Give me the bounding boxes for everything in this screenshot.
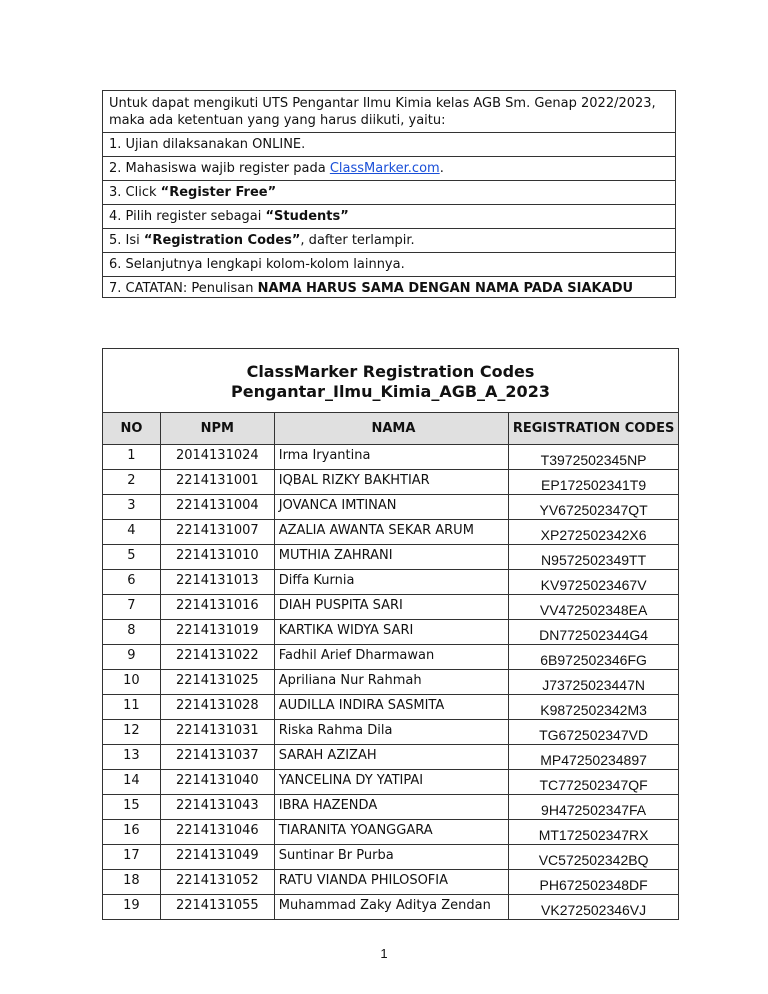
cell-npm: 2214131055 (160, 895, 274, 920)
cell-nama: RATU VIANDA PHILOSOFIA (274, 870, 508, 895)
table-row (103, 520, 679, 545)
cell-npm: 2214131016 (160, 595, 274, 620)
cell-nama: Apriliana Nur Rahmah (274, 670, 508, 695)
cell-npm: 2214131007 (160, 520, 274, 545)
cell-nama: Diffa Kurnia (274, 570, 508, 595)
cell-no: 9 (103, 645, 161, 670)
cell-npm: 2214131010 (160, 545, 274, 570)
table-row (103, 745, 679, 770)
cell-registration-code: XP272502342X6 (509, 520, 679, 545)
table-title-row (103, 349, 679, 413)
column-header-nama: NAMA (274, 413, 508, 445)
table-row (103, 895, 679, 920)
cell-nama: YANCELINA DY YATIPAI (274, 770, 508, 795)
cell-registration-code: MP47250234897 (509, 745, 679, 770)
cell-npm: 2014131024 (160, 445, 274, 470)
column-header-npm: NPM (160, 413, 274, 445)
cell-npm: 2214131052 (160, 870, 274, 895)
cell-nama: TIARANITA YOANGGARA (274, 820, 508, 845)
cell-no: 17 (103, 845, 161, 870)
cell-no: 2 (103, 470, 161, 495)
page-number: 1 (380, 946, 388, 961)
instruction-step-4: 4. Pilih register sebagai “Students” (103, 205, 675, 229)
instruction-step-6: 6. Selanjutnya lengkapi kolom-kolom lainnya. (103, 253, 675, 277)
cell-npm: 2214131004 (160, 495, 274, 520)
classmarker-link[interactable]: ClassMarker.com (329, 161, 440, 176)
cell-nama: SARAH AZIZAH (274, 745, 508, 770)
cell-registration-code: TG672502347VD (509, 720, 679, 745)
cell-registration-code: YV672502347QT (509, 495, 679, 520)
column-header-no: NO (103, 413, 161, 445)
cell-no: 3 (103, 495, 161, 520)
table-row (103, 470, 679, 495)
cell-no: 1 (103, 445, 161, 470)
table-title-line-1: ClassMarker Registration Codes (246, 361, 535, 381)
table-row (103, 770, 679, 795)
cell-no: 10 (103, 670, 161, 695)
cell-npm: 2214131019 (160, 620, 274, 645)
cell-registration-code: VV472502348EA (509, 595, 679, 620)
cell-registration-code: 6B972502346FG (509, 645, 679, 670)
cell-npm: 2214131049 (160, 845, 274, 870)
table-row (103, 795, 679, 820)
cell-no: 16 (103, 820, 161, 845)
cell-npm: 2214131040 (160, 770, 274, 795)
cell-no: 5 (103, 545, 161, 570)
table-row (103, 545, 679, 570)
table-row (103, 645, 679, 670)
cell-nama: IBRA HAZENDA (274, 795, 508, 820)
cell-npm: 2214131031 (160, 720, 274, 745)
cell-nama: IQBAL RIZKY BAKHTIAR (274, 470, 508, 495)
cell-npm: 2214131037 (160, 745, 274, 770)
cell-registration-code: N9572502349TT (509, 545, 679, 570)
cell-npm: 2214131043 (160, 795, 274, 820)
cell-npm: 2214131028 (160, 695, 274, 720)
table-row (103, 870, 679, 895)
table-header-row (103, 413, 679, 445)
cell-nama: JOVANCA IMTINAN (274, 495, 508, 520)
cell-registration-code: KV9725023467V (509, 570, 679, 595)
cell-registration-code: VC572502342BQ (509, 845, 679, 870)
cell-no: 15 (103, 795, 161, 820)
table-title (103, 349, 679, 413)
cell-nama: MUTHIA ZAHRANI (274, 545, 508, 570)
cell-registration-code: MT172502347RX (509, 820, 679, 845)
instructions-box (102, 90, 676, 298)
instruction-step-7: 7. CATATAN: Penulisan NAMA HARUS SAMA DENGAN NAMA PADA SIAKADU (109, 281, 634, 296)
cell-registration-code: EP172502341T9 (509, 470, 679, 495)
cell-no: 19 (103, 895, 161, 920)
cell-npm: 2214131046 (160, 820, 274, 845)
cell-nama: DIAH PUSPITA SARI (274, 595, 508, 620)
instruction-step-2: 2. Mahasiswa wajib register pada ClassMarker.com. (103, 157, 675, 181)
table-row (103, 570, 679, 595)
cell-nama: Suntinar Br Purba (274, 845, 508, 870)
cell-npm: 2214131013 (160, 570, 274, 595)
table-row (103, 495, 679, 520)
cell-registration-code: VK272502346VJ (509, 895, 679, 920)
instructions-intro: Untuk dapat mengikuti UTS Pengantar Ilmu Kimia kelas AGB Sm. Genap 2022/2023, maka ada ketentuan yang yang harus diikuti, yaitu: (103, 91, 675, 133)
cell-registration-code: DN772502344G4 (509, 620, 679, 645)
cell-no: 4 (103, 520, 161, 545)
cell-npm: 2214131025 (160, 670, 274, 695)
cell-nama: AZALIA AWANTA SEKAR ARUM (274, 520, 508, 545)
table-row (103, 595, 679, 620)
table-row (103, 695, 679, 720)
cell-npm: 2214131001 (160, 470, 274, 495)
cell-npm: 2214131022 (160, 645, 274, 670)
cell-nama: Riska Rahma Dila (274, 720, 508, 745)
cell-registration-code: K9872502342M3 (509, 695, 679, 720)
cell-nama: Muhammad Zaky Aditya Zendan (274, 895, 508, 920)
table-row (103, 670, 679, 695)
cell-registration-code: T3972502345NP (509, 445, 679, 470)
cell-registration-code: TC772502347QF (509, 770, 679, 795)
cell-registration-code: J73725023447N (509, 670, 679, 695)
table-row (103, 820, 679, 845)
registration-codes-table (102, 348, 679, 920)
instruction-step-3: 3. Click “Register Free” (103, 181, 675, 205)
cell-nama: Fadhil Arief Dharmawan (274, 645, 508, 670)
table-row (103, 720, 679, 745)
cell-no: 13 (103, 745, 161, 770)
table-row (103, 845, 679, 870)
instruction-step-1: 1. Ujian dilaksanakan ONLINE. (103, 133, 675, 157)
cell-no: 14 (103, 770, 161, 795)
table-row (103, 620, 679, 645)
instruction-step-5: 5. Isi “Registration Codes”, dafter terlampir. (103, 229, 675, 253)
cell-nama: AUDILLA INDIRA SASMITA (274, 695, 508, 720)
cell-nama: KARTIKA WIDYA SARI (274, 620, 508, 645)
cell-registration-code: PH672502348DF (509, 870, 679, 895)
cell-no: 7 (103, 595, 161, 620)
cell-no: 6 (103, 570, 161, 595)
cell-no: 8 (103, 620, 161, 645)
cell-no: 18 (103, 870, 161, 895)
table-row (103, 445, 679, 470)
column-header-registration-codes: REGISTRATION CODES (509, 413, 679, 445)
cell-no: 12 (103, 720, 161, 745)
cell-registration-code: 9H472502347FA (509, 795, 679, 820)
cell-nama: Irma Iryantina (274, 445, 508, 470)
cell-no: 11 (103, 695, 161, 720)
table-title-line-2: Pengantar_Ilmu_Kimia_AGB_A_2023 (231, 381, 550, 401)
